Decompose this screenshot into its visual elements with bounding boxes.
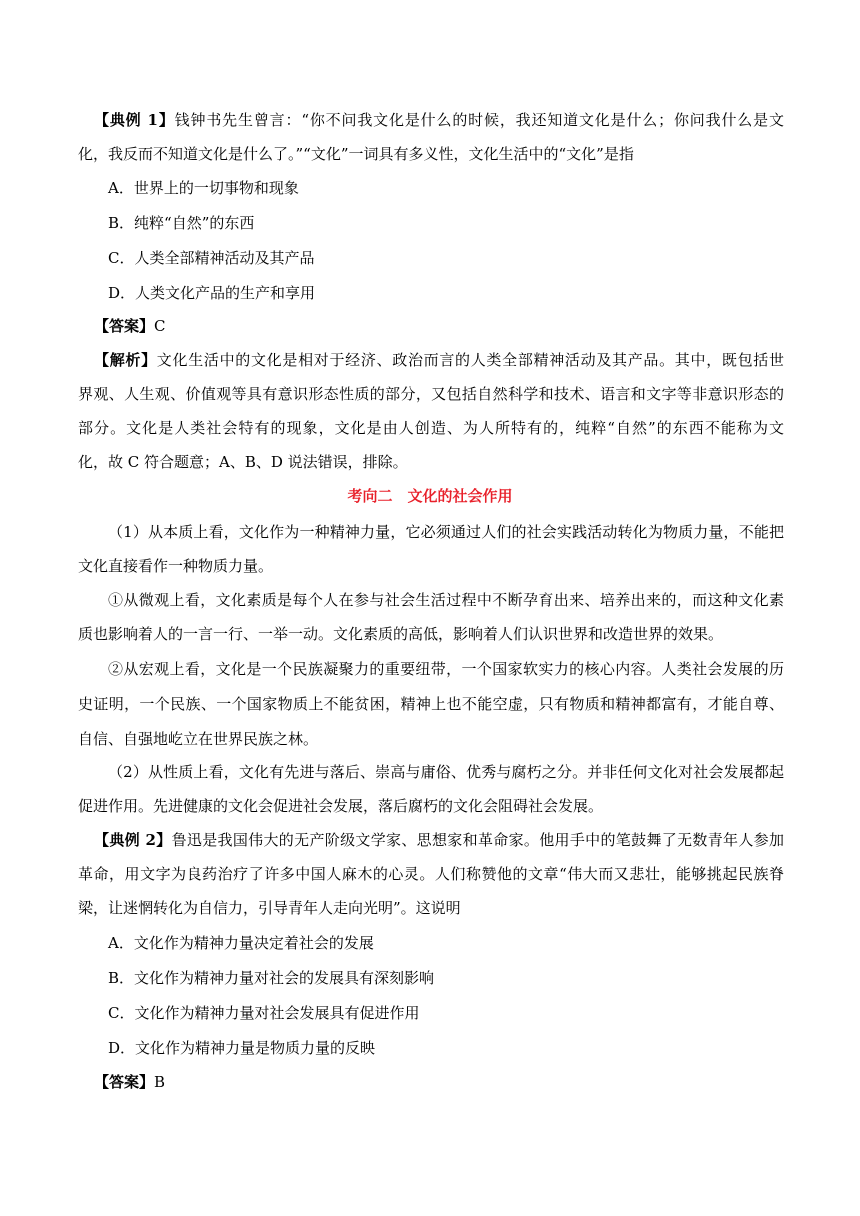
example1-option-b: B．纯粹“自然”的东西: [108, 214, 255, 232]
example1-analysis-line-1: [94, 350, 784, 370]
example2-answer: [94, 1072, 784, 1092]
example2-answer-tag: 【答案】: [94, 1073, 155, 1091]
example2-tag: 【典例 2】: [94, 831, 172, 849]
example2-question-line-3: 梁，让迷惘转化为自信力，引导青年人走向光明”。这说明: [78, 899, 461, 917]
paragraph-3-line-2: 史证明，一个民族、一个国家物质上不能贫困，精神上也不能空虚，只有物质和精神都富有，才能自尊、: [78, 695, 784, 713]
paragraph-3-line-1: ②从宏观上看，文化是一个民族凝聚力的重要纽带，一个国家软实力的核心内容。人类社会发展的历: [108, 660, 784, 678]
example1-analysis-tag: 【解析】: [94, 351, 157, 369]
paragraph-2-line-1: ①从微观上看，文化素质是每个人在参与社会生活过程中不断孕育出来、培养出来的，而这种文化素: [108, 591, 784, 609]
example2-answer-value: B: [154, 1073, 166, 1091]
example2-option-d: D．文化作为精神力量是物质力量的反映: [108, 1039, 376, 1057]
example1-question-line-1: [94, 110, 784, 130]
example2-option-b: B．文化作为精神力量对社会的发展具有深刻影响: [108, 969, 435, 987]
example1-analysis-line-3: 部分。文化是人类社会特有的现象，文化是由人创造、为人所特有的，纯粹“自然”的东西不能称为文: [78, 419, 784, 437]
paragraph-4-line-1: （2）从性质上看，文化有先进与落后、崇高与庸俗、优秀与腐朽之分。并非任何文化对社会发展都起: [108, 763, 784, 781]
paragraph-4-line-2: 促进作用。先进健康的文化会促进社会发展，落后腐朽的文化会阻碍社会发展。: [78, 797, 604, 815]
example2-option-c: C．文化作为精神力量对社会发展具有促进作用: [108, 1004, 420, 1022]
example1-option-a: A．世界上的一切事物和现象: [108, 179, 299, 197]
example1-question-line-2: 化，我反而不知道文化是什么了。”“文化”一词具有多义性，文化生活中的“文化”是指: [78, 145, 634, 163]
paragraph-1-line-2: 文化直接看作一种物质力量。: [78, 557, 274, 575]
example2-option-a: A．文化作为精神力量决定着社会的发展: [108, 934, 374, 952]
example1-answer-value: C: [154, 317, 166, 335]
section-heading: 考向二 文化的社会作用: [347, 487, 513, 505]
paragraph-3-line-3: 自信、自强地屹立在世界民族之林。: [78, 730, 319, 748]
paragraph-1-line-1: （1）从本质上看，文化作为一种精神力量，它必须通过人们的社会实践活动转化为物质力量，不能把: [108, 523, 784, 541]
example2-question-line-2: 革命，用文字为良药治疗了许多中国人麻木的心灵。人们称赞他的文章“伟大而又悲壮，能够挑起民族脊: [78, 865, 784, 883]
example2-question-text-1: 鲁迅是我国伟大的无产阶级文学家、思想家和革命家。他用手中的笔鼓舞了无数青年人参加: [171, 831, 784, 849]
example1-analysis-text-1: 文化生活中的文化是相对于经济、政治而言的人类全部精神活动及其产品。其中，既包括世: [156, 351, 784, 369]
example1-analysis-line-4: 化，故 C 符合题意；A、B、D 说法错误，排除。: [78, 453, 408, 471]
example1-answer-tag: 【答案】: [94, 317, 155, 335]
paragraph-2-line-2: 质也影响着人的一言一行、一举一动。文化素质的高低，影响着人们认识世界和改造世界的效果。: [78, 625, 724, 643]
example1-answer: [94, 316, 784, 336]
example2-question-line-1: [94, 830, 784, 850]
example1-option-c: C．人类全部精神活动及其产品: [108, 249, 315, 267]
example1-tag: 【典例 1】: [94, 111, 175, 129]
example1-question-text-1: 钱钟书先生曾言：“你不问我文化是什么的时候，我还知道文化是什么；你问我什么是文: [174, 111, 784, 129]
example1-analysis-line-2: 界观、人生观、价值观等具有意识形态性质的部分，又包括自然科学和技术、语言和文字等非意识形态的: [78, 385, 784, 403]
example1-option-d: D．人类文化产品的生产和享用: [108, 284, 316, 302]
